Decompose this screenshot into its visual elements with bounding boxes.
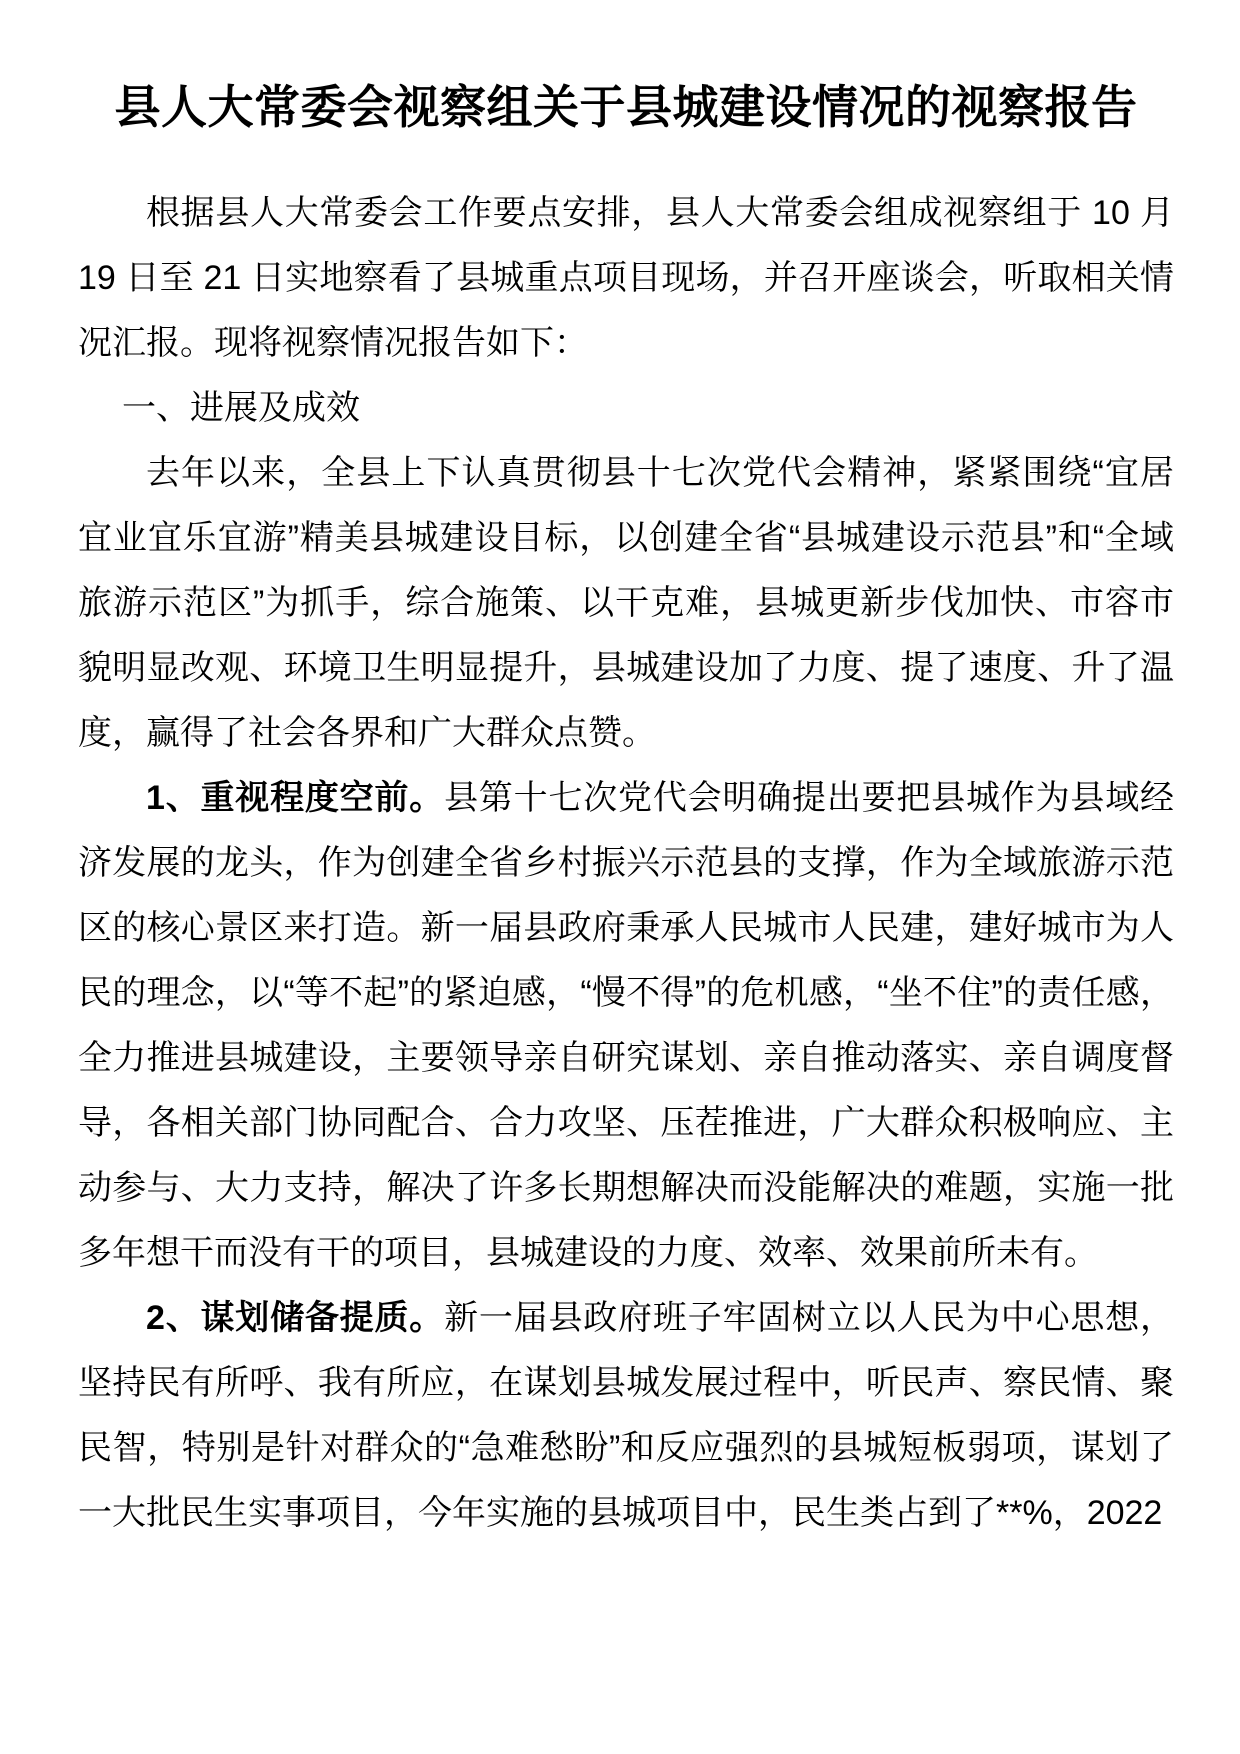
document-title: 县人大常委会视察组关于县城建设情况的视察报告 [114, 81, 1138, 133]
section-heading-progress: 一、进展及成效 [122, 389, 360, 427]
paragraph-intro: 根据县人大常委会工作要点安排，县人大常委会组成视察组于 10 月 19 日至 21 日实地察看了县城重点项目现场，并召开座谈会，听取相关情况汇报。现将视察情况报告如下： [78, 194, 1174, 362]
paragraph-point-1 [78, 766, 1174, 1286]
paragraph-point-2 [78, 1286, 1174, 1546]
point-2-text: 新一届县政府班子牢固树立以人民为中心思想，坚持民有所呼、我有所应，在谋划县城发展过程中，听民声、察民情、聚民智，特别是针对群众的“急难愁盼”和反应强烈的县城短板弱项，谋划了一大批民生实事项目，今年实施的县城项目中，民生类占到了**%，2022 [78, 1299, 1174, 1532]
point-1-lead: 1、重视程度空前。 [146, 779, 445, 817]
point-1-text: 县第十七次党代会明确提出要把县城作为县域经济发展的龙头，作为创建全省乡村振兴示范县的支撑，作为全域旅游示范区的核心景区来打造。新一届县政府秉承人民城市人民建，建好城市为人民的理念，以“等不起”的紧迫感，“慢不得”的危机感，“坐不住”的责任感，全力推进县城建设，主要领导亲自研究谋划、亲自推动落实、亲自调度督导，各相关部门协同配合、合力攻坚、压茬推进，广大群众积极响应、主动参与、大力支持，解决了许多长期想解决而没能解决的难题，实施一批多年想干而没有干的项目，县城建设的力度、效率、效果前所未有。 [78, 779, 1174, 1272]
paragraph-overview: 去年以来，全县上下认真贯彻县十七次党代会精神，紧紧围绕“宜居宜业宜乐宜游”精美县城建设目标，以创建全省“县城建设示范县”和“全域旅游示范区”为抓手，综合施策、以干克难，县城更新步伐加快、市容市貌明显改观、环境卫生明显提升，县城建设加了力度、提了速度、升了温度，赢得了社会各界和广大群众点赞。 [78, 454, 1174, 752]
point-2-lead: 2、谋划储备提质。 [146, 1299, 445, 1337]
